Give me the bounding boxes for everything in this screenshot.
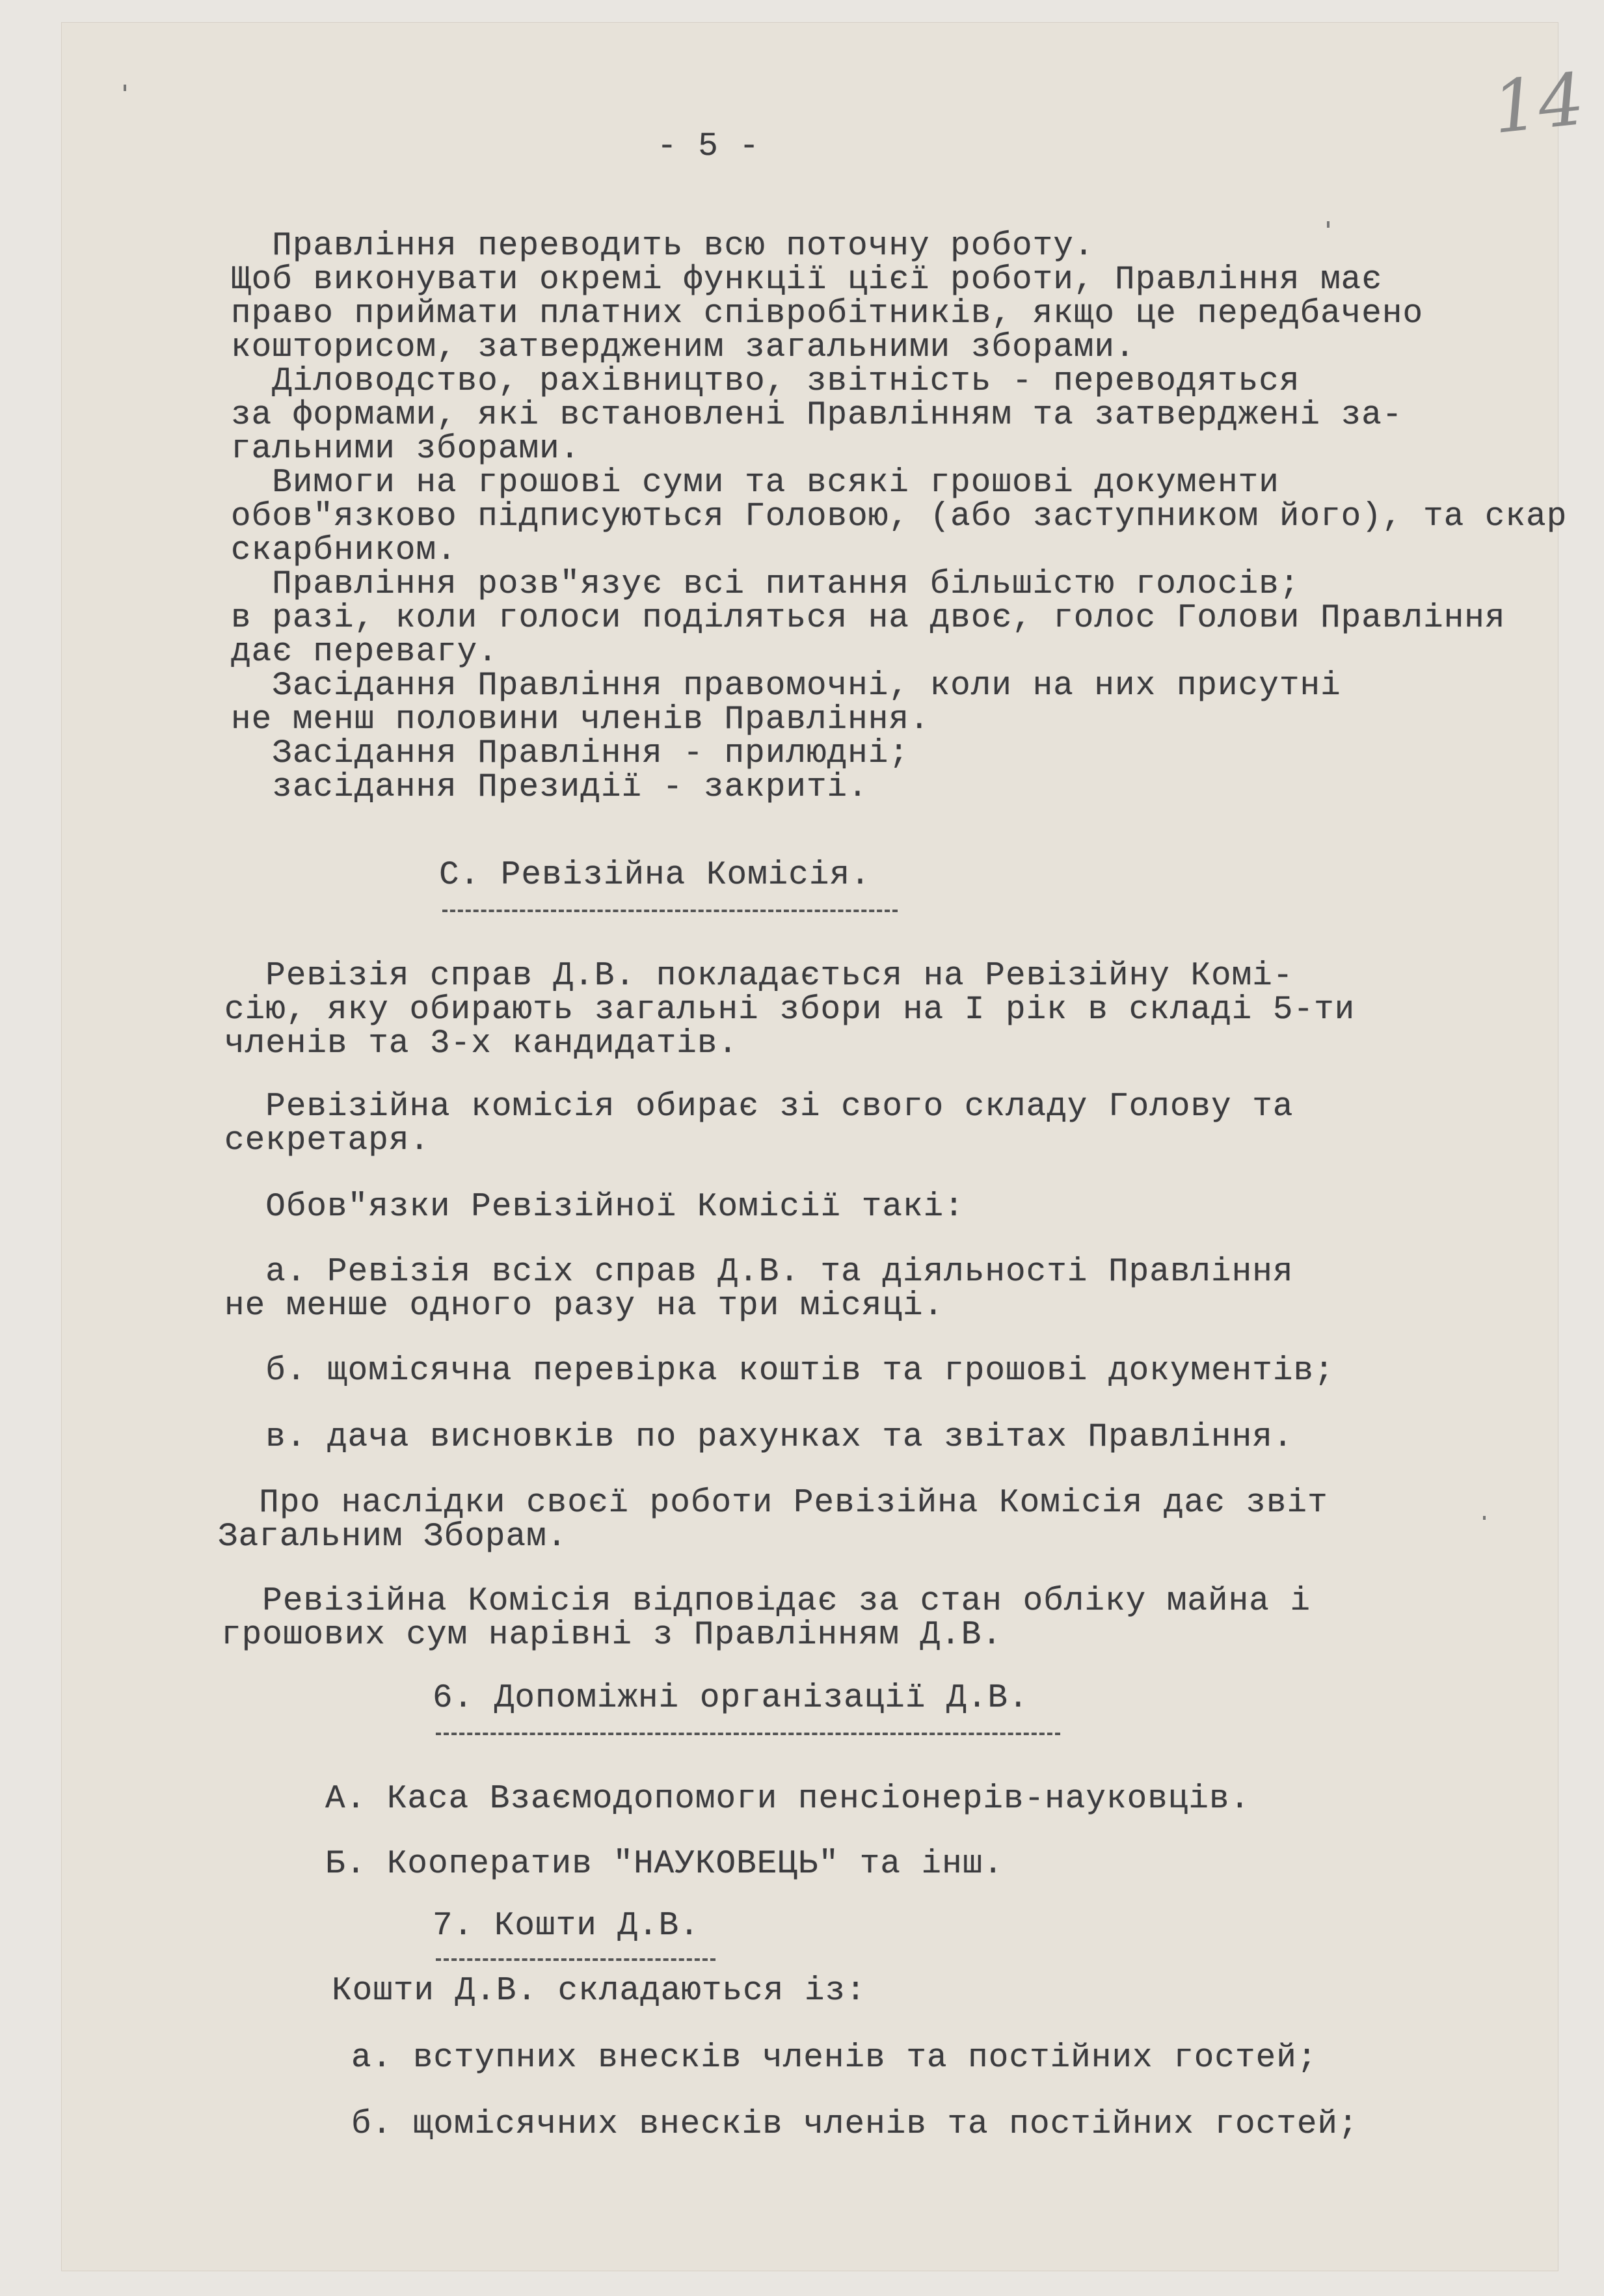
paper-speck [1327,221,1330,228]
text-line: членів та 3-х кандидатів. [224,1025,739,1062]
paper-speck [124,85,126,91]
text-line: гальними зборами. [231,431,581,468]
duty-b: б. щомісячна перевірка коштів та грошові документів; [224,1353,1335,1390]
text-line: Ревізійна комісія обирає зі свого складу Голову та [224,1088,1294,1126]
text-line: Діловодство, рахівництво, звітність - переводяться [231,363,1300,400]
heading-underline [442,910,898,912]
heading-underline [436,1733,1060,1735]
section-heading-audit-commission: С. Ревізійна Комісія. [439,857,871,894]
text-line: Засідання Правління - прилюдні; [231,735,909,772]
heading-underline [436,1958,715,1961]
text-line: не менше одного разу на три місяці. [224,1288,944,1325]
text-line: право приймати платних співробітників, якщо це передбачено [231,295,1424,332]
text-line: Правління розв"язує всі питання більшістю голосів; [231,566,1300,603]
text-line: Вимоги на грошові суми та всякі грошові документи [231,465,1279,502]
fund-item-b: б. щомісячних внесків членів та постійних гостей; [351,2106,1359,2143]
funds-intro: Кошти Д.В. складаються із: [332,1973,866,2010]
text-line: Щоб виконувати окремі функції цієї роботи, Правління має [231,262,1382,299]
text-line: сію, яку обирають загальні збори на І рік в складі 5-ти [224,992,1356,1029]
text-line: засідання Президії - закриті. [231,769,868,806]
text-line: за формами, які встановлені Правлінням та затверджені за- [231,397,1403,434]
text-line: Ревізійна Комісія відповідає за стан обліку майна і [221,1583,1311,1620]
text-line: обов"язково підписуються Головою, (або заступником його), та скар [231,498,1568,535]
paper-speck [1483,1516,1486,1520]
duty-v: в. дача висновків по рахунках та звітах Правління. [224,1419,1294,1456]
text-line: в разі, коли голоси поділяться на двоє, голос Голови Правління [231,600,1506,637]
text-line: секретаря. [224,1122,431,1159]
text-line: Про наслідки своєї роботи Ревізійна Комісія дає звіт [218,1485,1328,1522]
text-line: грошових сум нарівні з Правлінням Д.В. [221,1617,1002,1654]
text-line: а. Ревізія всіх справ Д.В. та діяльності Правління [224,1254,1294,1291]
text-line: не менш половини членів Правління. [231,701,930,738]
text-line: Ревізія справ Д.В. покладається на Ревізійну Комі- [224,958,1294,995]
duties-title: Обов"язки Ревізійної Комісії такі: [224,1189,965,1226]
page-number: - 5 - [657,128,760,165]
section-heading-funds: 7. Кошти Д.В. [433,1908,700,1945]
archive-sheet-number: 14 [1488,57,1588,150]
aux-item-a: А. Каса Взаємодопомоги пенсіонерів-науковців. [325,1781,1251,1818]
aux-item-b: Б. Кооператив "НАУКОВЕЦЬ" та інш. [325,1846,1004,1883]
fund-item-a: а. вступних внесків членів та постійних гостей; [351,2040,1318,2077]
text-line: скарбником. [231,532,457,569]
section-heading-auxiliary-organizations: 6. Допоміжні організації Д.В. [433,1680,1029,1717]
text-line: дає перевагу. [231,634,498,671]
text-line: Загальним Зборам. [218,1519,568,1556]
text-line: кошторисом, затвердженим загальними зборами. [231,329,1136,366]
text-line: Засідання Правління правомочні, коли на них присутні [231,668,1341,705]
text-line: Правління переводить всю поточну роботу. [231,228,1095,265]
